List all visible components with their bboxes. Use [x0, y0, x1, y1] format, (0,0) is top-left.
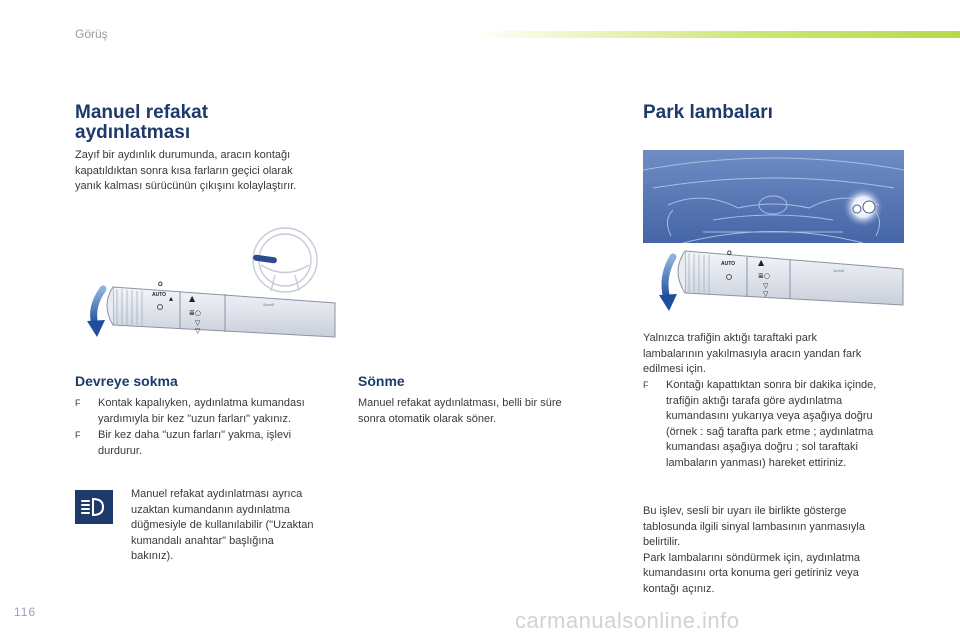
svg-text:⇦⇨: ⇦⇨	[833, 267, 845, 275]
intro-line: yanık kalması sürücünün çıkışını kolaylaştırır.	[75, 180, 297, 192]
stalk-label-auto: AUTO	[152, 292, 167, 298]
svg-text:▲: ▲	[189, 294, 196, 303]
list-item	[75, 428, 345, 459]
bullet-marker-icon: F	[643, 380, 649, 390]
bullet-line: Kontağı kapattıktan sonra bir dakika içinde,	[666, 379, 877, 391]
svg-text:⇦⇨: ⇦⇨	[263, 301, 275, 309]
bullet-line: yardımıyla bir kez "uzun farları" yakınız.	[98, 412, 292, 425]
bullet-line: (örnek : sağ tarafta park etme ; aydınlatma	[666, 425, 874, 438]
note-line: düğmesiyle de kullanılabilir ("Uzaktan	[131, 519, 314, 531]
switch-off-title: Sönme	[358, 373, 405, 389]
manual-lighting-intro	[75, 148, 340, 195]
high-beam-icon	[75, 490, 113, 524]
manual-lighting-title-line1: Manuel refakat	[75, 102, 209, 123]
stalk-label-auto: AUTO	[721, 261, 736, 267]
svg-text:▴: ▴	[169, 294, 174, 303]
bullet-line: trafiğin aktığı tarafa göre aydınlatma	[666, 394, 843, 407]
parking-intro-line: edilmesi için.	[643, 363, 706, 375]
parking-steps	[643, 378, 913, 472]
parking-lights-title: Park lambaları	[643, 102, 773, 123]
bullet-marker-icon: F	[75, 430, 81, 440]
bullet-line: Bir kez daha "uzun farları" yakma, işlevi	[98, 429, 292, 441]
svg-text:▽: ▽	[195, 319, 201, 327]
bullet-line: Kontak kapalıyken, aydınlatma kumandası	[98, 397, 305, 409]
stalk-label-off: O	[158, 282, 163, 288]
header-accent-bar	[475, 31, 960, 38]
headlight-icon	[79, 496, 109, 518]
bullet-marker-icon: F	[75, 398, 81, 408]
switch-off-text	[358, 396, 603, 427]
car-front-illustration	[643, 150, 904, 243]
list-item	[75, 396, 345, 427]
intro-line: Zayıf bir aydınlık durumunda, aracın kontağı	[75, 149, 291, 161]
parking-outro-line: kumandasını orta konuma geri getiriniz veya	[643, 567, 859, 579]
note-line: bakınız).	[131, 550, 174, 562]
parking-stalk-illustration	[655, 243, 905, 325]
svg-text:≣○: ≣○	[189, 309, 201, 317]
svg-text:▽: ▽	[195, 327, 201, 335]
parking-intro-line: lambalarının yakılmasıyla aracın yandan fark	[643, 347, 862, 360]
section-title: Görüş	[75, 27, 108, 41]
svg-text:▲: ▲	[758, 258, 765, 267]
remote-control-note	[131, 487, 346, 565]
activation-steps	[75, 396, 345, 460]
manual-lighting-title-line2: aydınlatması	[75, 122, 191, 143]
parking-outro-line: tablosunda ilgili sinyal lambasının yanmasıyla	[643, 520, 865, 533]
watermark: carmanualsonline.info	[515, 608, 740, 633]
lighting-stalk-illustration	[85, 225, 337, 347]
svg-text:▽: ▽	[763, 282, 769, 290]
bullet-line: durdurur.	[98, 444, 143, 457]
svg-text:▽: ▽	[763, 290, 769, 298]
parking-outro-line: Bu işlev, sesli bir uyarı ile birlikte gösterge	[643, 505, 847, 517]
note-line: Manuel refakat aydınlatması ayrıca	[131, 488, 303, 500]
intro-line: kapatıldıktan sonra kısa farların geçici olarak	[75, 164, 293, 177]
stalk-label-off: O	[727, 251, 732, 257]
bullet-line: lambaların yanması) hareket ettiriniz.	[666, 456, 847, 469]
parking-intro	[643, 331, 913, 378]
bullet-line: kumandasını yukarıya veya aşağıya doğru	[666, 410, 873, 422]
parking-intro-line: Yalnızca trafiğin aktığı taraftaki park	[643, 332, 818, 344]
note-line: kumandalı anahtar" başlığına	[131, 534, 274, 547]
note-line: uzaktan kumandanın aydınlatma	[131, 503, 290, 516]
switch-off-line: Manuel refakat aydınlatması, belli bir süre	[358, 397, 562, 409]
parking-outro-line: Park lambalarını söndürmek için, aydınlatma	[643, 551, 861, 564]
bullet-line: kumandası aşağıya doğru ; sol taraftaki	[666, 441, 858, 453]
list-item	[643, 378, 913, 471]
parking-outro-line: kontağı açınız.	[643, 582, 715, 595]
page-number: 116	[14, 605, 37, 619]
parking-outro	[643, 504, 913, 597]
parking-outro-line: belirtilir.	[643, 536, 681, 548]
svg-text:≣○: ≣○	[758, 272, 770, 280]
activation-title: Devreye sokma	[75, 373, 178, 389]
manual-lighting-title	[75, 103, 208, 143]
switch-off-line: sonra otomatik olarak söner.	[358, 412, 497, 425]
